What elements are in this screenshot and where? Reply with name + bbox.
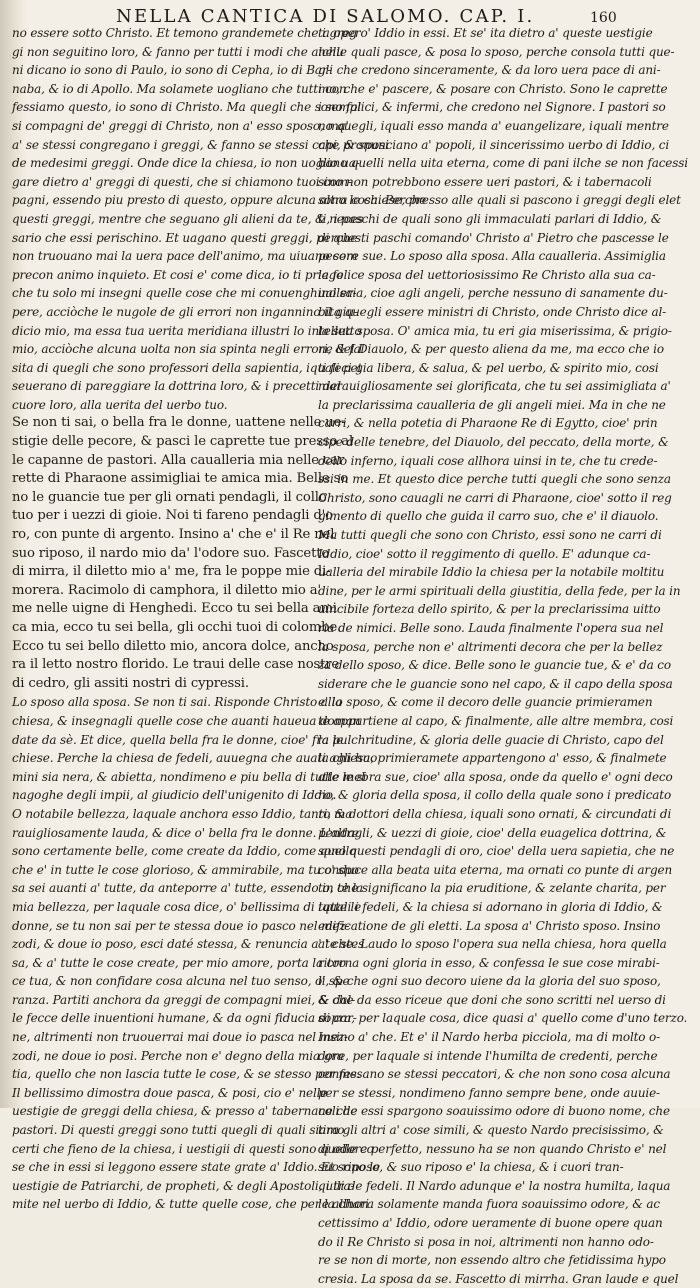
text-line: rauigliosamente lauda, & dice o' bella fra le donne. L'altre: [12, 825, 359, 840]
text-line: ce tua, & non confidare cosa alcuna nel tuo senso, o' spe: [12, 974, 350, 989]
text-line: gare dietro a' greggi di questi, che si chiamono tuoi com-: [12, 174, 352, 189]
text-line: la pulchritudine, & gloria delle guacie di Christo, capo del: [318, 732, 664, 747]
text-line: confessano se stessi peccatori, & che non sono cosa alcuna: [318, 1067, 671, 1082]
page-number: 160: [590, 10, 617, 26]
left-column: [12, 24, 427, 1214]
text-line: stigie delle pecore, & pasci le caprette tue presso al: [12, 434, 354, 450]
text-line: cresia. La sposa da se. Fascetto di mirrha. Gran laude e quel: [318, 1271, 679, 1286]
text-line: ti feci gia libera, & salua, & pel uerbo, & spirito mio, cosi: [318, 360, 659, 375]
right-column: [318, 24, 686, 1288]
text-line: naba, & io di Apollo. Ma solamete uogliano che tutti con: [12, 81, 347, 96]
text-line: dicio mio, ma essa tua uerita meridiana illustri lo intelletto: [12, 323, 362, 338]
text-line: sono questi pendagli di oro, cioe' della uera sapietia, che ne: [318, 844, 675, 859]
text-line: carri, & nella potetia di Pharaone Re di Egytto, cioe' prin: [318, 416, 658, 431]
text-line: pendagli, & uezzi di gioie, cioe' della euagelica dottrina, &: [318, 825, 667, 840]
text-line: chiese. Perche la chiesa de fedeli, auuegna che auati agli huo: [12, 751, 378, 766]
text-line: le allhora solamente manda fuora soauissimo odore, & ac: [318, 1197, 660, 1212]
text-line: questi greggi, mentre che seguano gli alieni da te, & neces: [12, 211, 364, 226]
text-line: nagoghe degli impii, al giudicio dell'unigenito di Iddio.: [12, 788, 337, 803]
text-line: dello inferno, iquali cose allhora uinsi in te, che tu crede-: [318, 453, 658, 468]
text-line: certi che fieno de la chiesa, i uestigii di questi sono quelle co: [12, 1141, 374, 1156]
text-line: si compagni de' greggi di Christo, non a' esso sposo, ma': [12, 118, 349, 133]
text-line: Il bellissimo dimostra doue pasca, & posi, cio e' nelle: [12, 1085, 328, 1100]
text-line: di odore perfetto, nessuno ha se non quando Christo e' nel: [318, 1141, 667, 1156]
text-line: quili de fedeli. Il Nardo adunque e' la nostra humilta, laqua: [318, 1178, 671, 1193]
text-line: ra il letto nostro florido. Le traui delle case nostre: [12, 657, 340, 673]
text-line: mini sia nera, & abietta, nondimeno e piu bella di tutte le si: [12, 769, 367, 784]
text-line: per se stessi, nondimeno fanno sempre bene, onde auuie-: [318, 1085, 660, 1100]
text-line: tuo per i uezzi di gioie. Noi ti fareno pendagli d'o: [12, 508, 333, 524]
text-line: mia bellezza, per laquale cosa dice, o' bellissima di tutte le: [12, 899, 362, 914]
text-line: morera. Racimolo di camphora, il diletto mio a': [12, 582, 321, 598]
text-line: ualleria, cioe agli angeli, perche nessuno di sanamente du-: [318, 286, 668, 301]
text-line: gli che credono sinceramente, & da loro uera pace di ani-: [318, 63, 661, 78]
text-line: tira gli altri a' cose simili, & questo Nardo precisissimo, &: [318, 1123, 664, 1138]
text-line: chiesa, & insegnagli quelle cose che auanti haueua doman: [12, 713, 361, 728]
text-line: di mirra, il diletto mio a' me, fra le poppe mie di-: [12, 564, 331, 580]
text-line: donne, se tu non sai per te stessa doue io pasco nel mez-: [12, 918, 350, 933]
text-line: alle mebra sue, cioe' alla sposa, onde da quello e' ogni deco: [318, 769, 673, 784]
text-line: sono le chiese, presso alle quali si pascono i greggi degli elet: [318, 193, 681, 208]
left-column-commentary-bottom: [12, 693, 380, 1214]
text-line: Lo sposo alla sposa. Se non ti sai. Risponde Christo alla: [12, 695, 343, 710]
text-line: ro, con punte di argento. Insino a' che e' il Re nel: [12, 527, 335, 543]
text-line: i semplici, & infermi, che credono nel Signore. I pastori so: [318, 100, 666, 115]
text-line: uestigie de greggi della chiesa, & presso a' tabernacoli de: [12, 1104, 358, 1119]
text-line: ne che essi spargono soauissimo odore di buono nome, che: [318, 1104, 670, 1119]
text-line: mio, acciòche alcuna uolta non sia spinta negli errori, & fal: [12, 342, 365, 357]
text-line: ta opero' Iddio in essi. Et se' ita dietro a' queste uestigie: [318, 26, 653, 40]
text-line: Iddio, cioe' sotto il reggimento di quello. E' adunque ca-: [318, 546, 651, 561]
text-line: bano quelli nella uita eterna, come di pani ilche se non facessi: [318, 156, 688, 171]
text-line: li, & che ogni suo decoro uiene da la gloria del suo sposo,: [318, 974, 661, 989]
text-line: di cedro, gli assiti nostri di cypressi.: [12, 675, 249, 691]
text-line: Ma tutti quegli che sono con Christo, essi sono ne carri di: [318, 528, 662, 543]
left-column-scripture-lemma: [12, 414, 354, 693]
text-line: zodi, & doue io poso, esci daté stessa, & renuncia a' te stes: [12, 937, 365, 952]
text-line: iquali i fedeli, & la chiesa si adornano in gloria di Iddio, &: [318, 899, 663, 914]
text-line: sopra, per laquale cosa, dice quasi a' quello come d'uno terzo.: [318, 1011, 688, 1026]
text-line: mite nel uerbo di Iddio, & tutte quelle cose, che per la chari: [12, 1197, 369, 1212]
text-line: re se non di morte, non essendo altro che fetidissima hypo: [318, 1253, 666, 1268]
left-column-commentary-top: [12, 24, 427, 414]
text-line: cuore loro, alla uerita del uerbo tuo.: [12, 397, 228, 412]
text-line: pere, acciòche le nugole de gli errori non ingannino il giu-: [12, 304, 358, 319]
text-line: nelle quali pasce, & posa lo sposo, perche consola tutti que-: [318, 44, 675, 59]
text-line: rette di Pharaone assimigliai te amica mia. Belle so: [12, 471, 348, 487]
text-line: uincibile forteza dello spirito, & per la preclarissima uitto: [318, 602, 661, 617]
text-line: de medesimi greggi. Onde dice la chiesa, io non uoglio ua-: [12, 156, 360, 171]
text-line: & che da esso riceue que doni che sono scritti nel uerso di: [318, 992, 666, 1007]
text-line: ro, & gloria della sposa, il collo della quale sono i predicato: [318, 788, 672, 803]
text-line: date da sè. Et dice, quella bella fra le donne, cioe' fra le: [12, 732, 344, 747]
text-line: ria de nimici. Belle sono. Lauda finalmente l'opera sua nel: [318, 621, 664, 635]
text-line: ne, altrimenti non truouerrai mai doue io pasca nel mez-: [12, 1030, 348, 1045]
text-line: ca mia, ecco tu sei bella, gli occhi tuoi di colombe.: [12, 620, 342, 635]
text-line: sa, & a' tutte le cose create, per mio amore, porta la cro: [12, 955, 346, 970]
text-line: no essere sotto Christo. Et temono grandemete che i greg: [12, 26, 357, 40]
text-line: di questi paschi comando' Christo a' Pietro che pascesse le: [318, 230, 669, 245]
text-line: ualleria del mirabile Iddio la chiesa per la notabile moltitu: [318, 565, 665, 580]
text-line: tia, quello che non lascia tutte le cose, & se stesso per me.: [12, 1067, 361, 1082]
text-line: sino non potrebbono essere ueri pastori, & i tabernacoli: [318, 174, 652, 189]
text-line: sario che essi perischino. Et uagano questi greggi, perche: [12, 230, 358, 245]
text-line: gi non seguitino loro, & fanno per tutti i modi che alchu: [12, 44, 344, 59]
text-line: za dello sposo, & dice. Belle sono le guancie tue, & e' da co: [318, 658, 671, 673]
text-line: pagni, essendo piu presto di questo, oppure alcuna altra cosa. Perche: [12, 193, 427, 208]
text-line: ritorna ogni gloria in esso, & confessa le sue cose mirabi-: [318, 955, 660, 970]
text-line: O notabile bellezza, laquale anchora esso Iddio, tanto ma: [12, 806, 353, 821]
text-line: mo, che e' pascere, & posare con Christo. Sono le caprette: [318, 81, 668, 96]
text-line: la felice sposa del uettoriosissimo Re Christo alla sua ca-: [318, 267, 656, 282]
text-line: no le guancie tue per gli ornati pendagli, il collo: [12, 489, 327, 505]
text-line: la chiesa, primieramete appartengono a' esso, & finalmete: [318, 751, 667, 766]
text-line: che tu solo mi insegni quelle cose che mi conuenghino sa-: [12, 286, 357, 301]
text-line: ri, & dottori della chiesa, iquali sono ornati, & circundati di: [318, 806, 672, 821]
text-line: suo riposo, & suo riposo e' la chiesa, & i cuori tran-: [318, 1160, 624, 1175]
text-line: ne del Diauolo, & per questo aliena da me, ma ecco che io: [318, 342, 664, 357]
text-line: pecore sue. Lo sposo alla sposa. Alla caualleria. Assimiglia: [318, 249, 666, 264]
text-line: me nelle uigne di Henghedi. Ecco tu sei bella ami: [12, 601, 337, 617]
text-line: ssi in me. Et questo dice perche tutti quegli che sono senza: [318, 472, 671, 487]
text-line: uestigie de Patriarchi, de propheti, & degli Apostoli, i tra-: [12, 1178, 355, 1193]
text-line: che pronunciano a' popoli, il sincerissimo uerbo di Iddio, ci: [318, 137, 670, 152]
text-line: cettissimo a' Iddio, odore ueramente di buone opere quan: [318, 1216, 663, 1230]
text-line: Se non ti sai, o bella fra le donne, uattene nelle ue-: [12, 415, 346, 431]
text-line: bita quegli essere ministri di Christo, onde Christo dice al-: [318, 304, 667, 319]
text-line: sita di quegli che sono professori della sapientia, iquali pet: [12, 360, 363, 375]
text-line: a' che. Laudo lo sposo l'opera sua nella chiesa, hora quella: [318, 937, 667, 952]
text-line: la preclarissima caualleria de gli angeli miei. Ma in che ne: [318, 397, 666, 412]
text-line: precon animo inquieto. Et cosi e' come dica, io ti priego: [12, 267, 344, 282]
text-line: ranza. Partiti anchora da greggi de compagni miei, & dal-: [12, 992, 356, 1007]
text-line: do il Re Christo si posa in noi, altrimenti non hanno odo-: [318, 1234, 654, 1249]
text-line: cipe delle tenebre, del Diauolo, del peccato, della morte, &: [318, 435, 669, 450]
text-line: pastori. Di questi greggi sono tutti quegli di quali siamo: [12, 1123, 345, 1138]
text-line: Christo, sono cauagli ne carri di Pharaone, cioe' sotto il reg: [318, 490, 672, 505]
text-line: gimento di quello che guida il carro suo, che e' il diauolo.: [318, 509, 659, 524]
text-line: Insino a' che. Et e' il Nardo herba picciola, ma di molto o-: [318, 1030, 661, 1045]
text-line: le fecce delle inuentioni humane, & da ogni fiducia di car-: [12, 1011, 357, 1026]
text-line: e' lo sposo, & come il decoro delle guancie primieramen: [318, 695, 653, 710]
text-line: Ecco tu sei bello diletto mio, ancora dolce, ancho: [12, 638, 334, 654]
text-line: la sposa, perche non e' altrimenti decora che per la bellez: [318, 639, 663, 654]
text-line: sono certamente belle, come create da Iddio, come quello: [12, 844, 357, 859]
text-line: seuerano di pareggiare la dottrina loro, & i precetti del: [12, 379, 341, 394]
text-line: fessiamo questo, io sono di Christo. Ma quegli che sono fal: [12, 100, 362, 115]
text-line: sa sei auanti a' tutte, da anteporre a' tutte, essendo in te la: [12, 881, 364, 896]
text-line: conduce alla beata uita eterna, ma ornati co punte di argen: [318, 862, 673, 877]
text-line: no quegli, iquali esso manda a' euangelizare, iquali mentre: [318, 118, 669, 133]
text-line: dore, per laquale si intende l'humilta de credenti, perche: [318, 1048, 658, 1063]
text-line: le capanne de pastori. Alla caualleria mia nelle car: [12, 452, 345, 468]
text-line: edificatione de gli eletti. La sposa a' Christo sposo. Insino: [318, 918, 661, 933]
text-line: te appartiene al capo, & finalmente, alle altre membra, cosi: [318, 713, 674, 728]
text-line: marauigliosamente sei glorificata, che tu sei assimigliata a': [318, 379, 671, 394]
text-line: non truouano mai la uera pace dell'animo, ma uiuano sem: [12, 249, 358, 264]
text-line: che e' in tutte le cose glorioso, & ammirabile, ma tu o' spo: [12, 862, 359, 877]
text-line: ni dicano io sono di Paulo, io sono di Cepha, io di Bar-: [12, 63, 332, 78]
text-line: to, che significano la pia eruditione, & zelante charita, per: [318, 881, 666, 896]
text-line: a' se stessi congregano i greggi, & fanno se stessi capi, & sposi: [12, 137, 389, 152]
text-line: dine, per le armi spirituali della giustitia, della fede, per la in: [318, 583, 681, 598]
text-line: suo riposo, il nardo mio da' l'odore suo. Fascetto: [12, 545, 330, 561]
text-line: la sua sposa. O' amica mia, tu eri gia miserissima, & prigio-: [318, 323, 672, 338]
running-title: NELLA CANTICA DI SALOMO. CAP. I.: [116, 6, 535, 27]
text-line: se che in essi si leggono essere state grate a' Iddio. Et sono le: [12, 1160, 380, 1175]
text-line: ti, i paschi de quali sono gli immaculati parlari di Iddio, &: [318, 211, 662, 226]
text-line: siderare che le guancie sono nel capo, & il capo della sposa: [318, 676, 673, 691]
text-line: zodi, ne doue io posi. Perche non e' degno della mia gra: [12, 1048, 344, 1063]
